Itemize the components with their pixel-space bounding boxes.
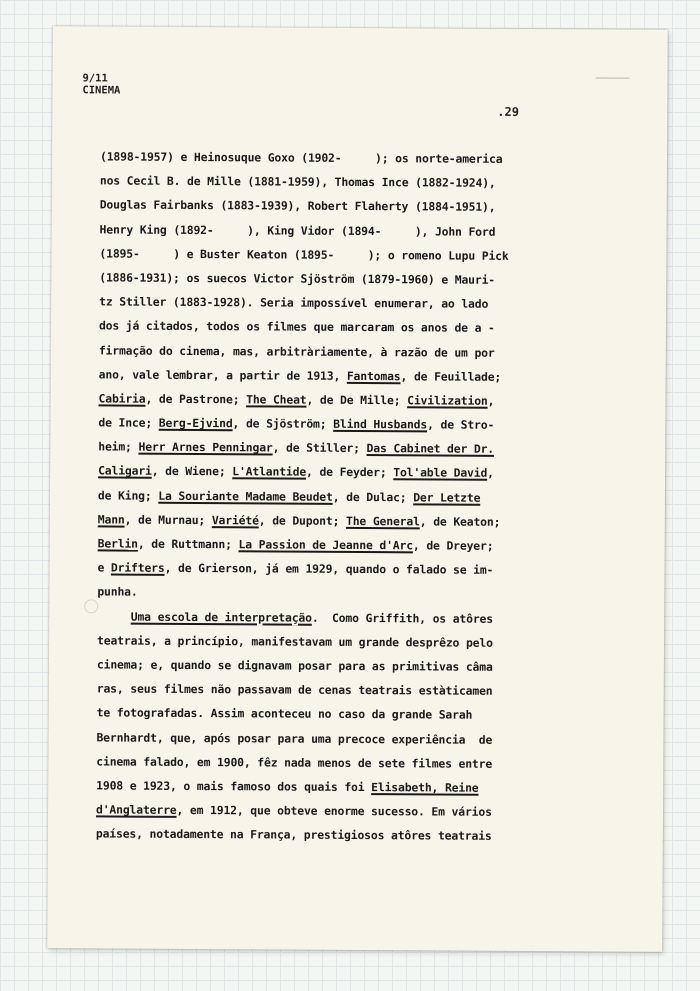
stamp-line-1: 9/11	[82, 72, 108, 85]
text-line	[100, 169, 560, 196]
underlined-title: Cabiria	[98, 391, 146, 406]
page-number: .29	[497, 104, 520, 119]
paper-hole-mark	[84, 599, 98, 613]
text-segment: 1908 e 1923, o mais famoso dos quais foi	[96, 778, 372, 794]
text-line	[96, 797, 556, 824]
underlined-title: La Passion de Jeanne d'Arc	[238, 537, 413, 553]
text-segment: ras, seus filmes não passavam de cenas teatrais estàticamen	[96, 681, 493, 698]
text-segment: , de Stro-	[427, 417, 495, 432]
text-line	[96, 773, 556, 800]
text-segment: cinema; e, quando se dignavam posar para as primitivas câma	[96, 657, 493, 674]
text-segment: ano, vale lembrar, a partir de 1913,	[98, 367, 347, 383]
underlined-title: Fantomas	[346, 368, 401, 383]
text-segment: Henry King (1892- ), King Vidor (1894- ), John Ford	[99, 221, 496, 239]
text-segment: , de Dulac;	[332, 489, 414, 504]
text-segment: Bernhardt, que, após posar para uma precoce experiência de	[96, 729, 493, 747]
text-line	[99, 338, 559, 365]
text-segment: de Ince;	[98, 415, 159, 430]
text-segment: tz Stiller (1883-1928). Seria impossível enumerar, ao lado	[99, 294, 489, 311]
text-line	[100, 193, 560, 220]
text-line	[97, 580, 557, 607]
body-text	[96, 144, 560, 848]
underlined-title: d'Anglaterre	[95, 802, 177, 817]
underlined-title: The General	[345, 513, 420, 529]
text-segment: , de Stiller;	[272, 440, 367, 456]
document-page	[47, 26, 668, 952]
text-line	[97, 701, 557, 728]
text-line	[98, 459, 558, 486]
text-segment: teatrais, a princípio, manifestavam um grande desprêzo pelo	[97, 633, 493, 650]
text-segment: (1898-1957) e Heinosuque Goxo (1902- ); os norte-america	[99, 149, 503, 166]
text-line	[97, 628, 557, 655]
text-segment: cinema falado, em 1900, fêz nada menos de sete filmes entre	[96, 754, 493, 771]
text-segment: . Como Griffith, os atôres	[311, 610, 494, 626]
underlined-title: Variété	[211, 512, 259, 528]
text-line	[98, 435, 558, 462]
text-segment: (1886-1931); os suecos Victor Sjöström (1879-1960) e Mauri-	[99, 270, 496, 287]
underlined-title: Drifters	[110, 560, 165, 576]
underlined-title: Uma escola de interpretação	[130, 609, 312, 625]
text-line	[98, 410, 558, 437]
text-segment: , de De Mille;	[306, 392, 408, 408]
text-segment: , de Ruttmann;	[137, 536, 239, 552]
text-segment: , de Feuillade;	[400, 368, 502, 384]
text-segment: , de Feyder;	[306, 465, 394, 480]
underlined-title: Berlin	[97, 536, 138, 551]
underlined-title: Mann	[97, 512, 125, 527]
underlined-title: Berg-Ejvind	[158, 415, 233, 431]
text-segment: Douglas Fairbanks (1883-1939), Robert Flaherty (1884-1951),	[99, 197, 496, 215]
text-segment: ,	[487, 466, 494, 481]
pencil-mark	[596, 77, 630, 78]
text-segment: , de Dreyer;	[412, 538, 494, 553]
text-segment: e	[97, 560, 111, 575]
text-line	[97, 604, 557, 631]
text-segment: heim;	[98, 439, 139, 454]
underlined-title: Elisabeth, Reine	[371, 779, 479, 795]
text-segment: dos já citados, todos os filmes que marcaram os anos de a -	[98, 318, 495, 336]
text-segment: de King;	[97, 488, 159, 503]
text-line	[99, 290, 559, 317]
underlined-title: Blind Husbands	[333, 416, 428, 432]
underlined-title: L'Atlantide	[232, 464, 307, 480]
text-line	[97, 652, 557, 679]
stamp-line-2: CINEMA	[82, 84, 121, 97]
text-segment: , de Murnau;	[124, 512, 212, 527]
text-line	[96, 725, 556, 752]
page-stamp	[82, 72, 120, 96]
text-line	[98, 483, 558, 510]
underlined-title: Der Letzte	[413, 489, 481, 505]
underlined-title: Herr Arnes Penningar	[138, 439, 273, 455]
text-line	[99, 241, 559, 268]
underlined-title: The Cheat	[246, 392, 307, 407]
text-segment	[97, 609, 131, 623]
text-line	[96, 822, 556, 849]
underlined-title: Caligari	[98, 463, 152, 479]
text-line	[99, 265, 559, 292]
text-line	[99, 362, 559, 389]
text-segment: nos Cecil B. de Mille (1881-1959), Thomas Ince (1882-1924),	[99, 173, 496, 191]
text-segment: , de Wiene;	[151, 464, 233, 479]
text-segment: te fotografadas. Assim aconteceu no caso da grande Sarah	[96, 705, 473, 723]
text-segment: punha.	[97, 584, 138, 600]
text-line	[98, 507, 558, 534]
text-line	[96, 749, 556, 776]
text-segment: , em 1912, que obteve enorme sucesso. Em vários	[176, 802, 492, 819]
text-segment: países, notadamente na França, prestigiosos atôres teatrais	[95, 826, 492, 844]
underlined-title: Tol'able David	[393, 465, 488, 481]
text-segment: , de Dupont;	[258, 513, 347, 528]
text-line	[100, 217, 560, 244]
underlined-title: La Souriante Madame Beudet	[158, 488, 333, 504]
text-line	[99, 314, 559, 341]
text-segment: , de Grierson, já em 1929, quando o falado se im-	[164, 561, 494, 578]
text-line	[100, 144, 560, 171]
text-line	[98, 386, 558, 413]
text-segment: , de Pastrone;	[145, 391, 247, 407]
text-segment: firmação do cinema, mas, arbitràriamente, à razão de um por	[98, 342, 495, 360]
text-line	[97, 677, 557, 704]
text-segment: (1895- ) e Buster Keaton (1895- ); o romeno Lupu Pick	[99, 246, 509, 263]
text-segment: , de Sjöström;	[232, 416, 334, 431]
text-segment: ,	[487, 393, 495, 408]
text-line	[98, 531, 558, 558]
text-segment: , de Keaton;	[419, 514, 501, 529]
text-line	[97, 556, 557, 583]
underlined-title: Das Cabinet der Dr.	[366, 441, 495, 457]
underlined-title: Civilization	[407, 393, 488, 408]
